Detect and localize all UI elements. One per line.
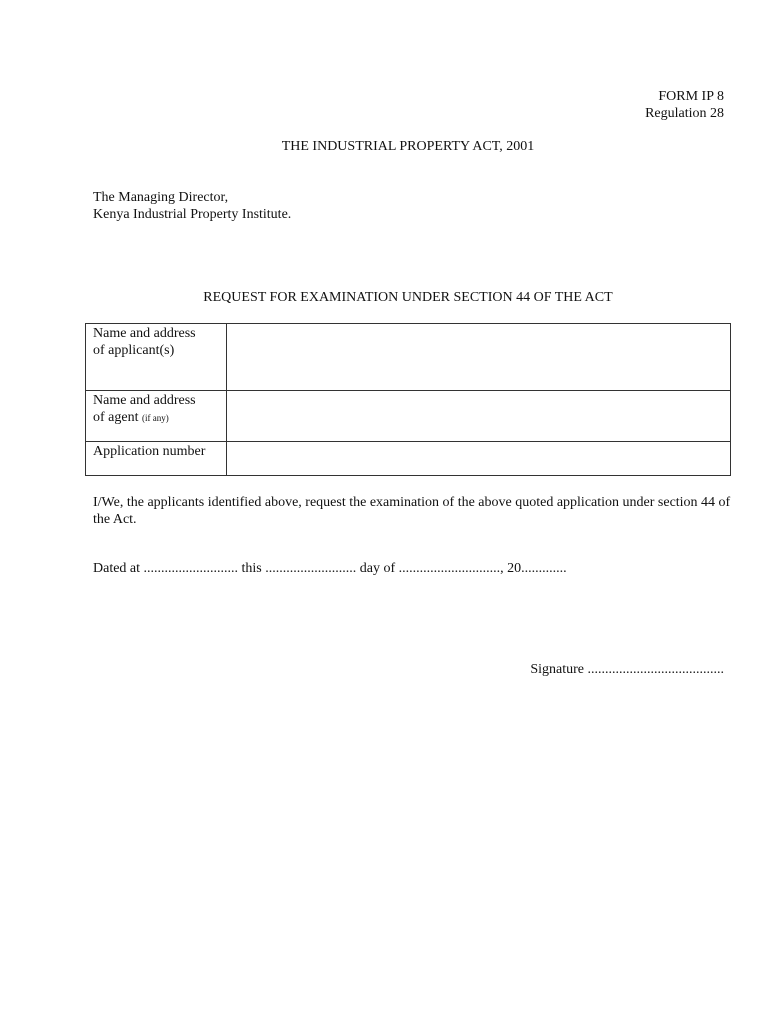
- table-row: [86, 391, 731, 442]
- application-number-label: Application number: [86, 442, 227, 476]
- form-number: FORM IP 8: [658, 89, 724, 104]
- agent-label-note: (if any): [141, 413, 169, 423]
- applicant-name-address-field[interactable]: [227, 324, 731, 391]
- application-number-field[interactable]: [227, 442, 731, 476]
- addressee-line-1: The Managing Director,: [93, 190, 229, 205]
- agent-label-cell: [86, 391, 227, 442]
- addressee-line-2: Kenya Industrial Property Institute.: [93, 207, 292, 222]
- act-title: THE INDUSTRIAL PROPERTY ACT, 2001: [281, 139, 535, 154]
- regulation-reference: Regulation 28: [645, 106, 724, 121]
- agent-label-line-2-wrap: [93, 409, 219, 427]
- table-row: [86, 324, 731, 391]
- dated-line: Dated at ........................... this .......................... day of ............................., 20.............: [93, 561, 567, 576]
- form-header: [645, 88, 724, 122]
- agent-name-address-field[interactable]: [227, 391, 731, 442]
- addressee-block: [93, 189, 291, 223]
- applicant-label-cell: [86, 324, 227, 391]
- agent-label-line-2: of agent: [93, 410, 139, 425]
- table-row: [86, 442, 731, 476]
- applicant-label-line-2: of applicant(s): [93, 343, 175, 358]
- agent-label-line-1: Name and address: [93, 393, 196, 408]
- applicant-label-line-1: Name and address: [93, 326, 196, 341]
- request-statement: I/We, the applicants identified above, request the examination of the above quoted application under section 44 of the Act.: [93, 495, 731, 527]
- request-title: REQUEST FOR EXAMINATION UNDER SECTION 44 OF THE ACT: [203, 290, 613, 305]
- signature-line: Signature .......................................: [530, 662, 724, 677]
- application-details-table: [85, 323, 731, 476]
